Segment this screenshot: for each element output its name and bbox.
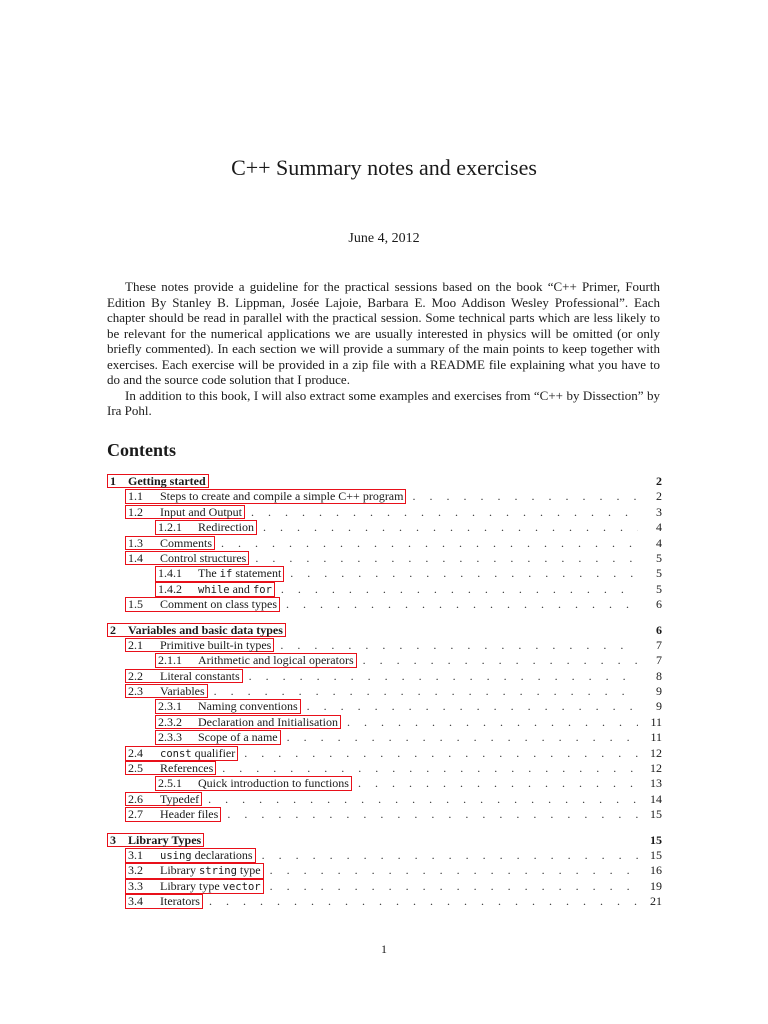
toc-title: [160, 747, 235, 760]
toc-page-number: 15: [650, 807, 662, 822]
toc-text-part: Comments: [160, 535, 213, 550]
toc-number: 2.6: [128, 791, 143, 806]
toc-title: [160, 490, 403, 502]
toc-page-number: 2: [656, 474, 662, 488]
toc-text-part: Literal constants: [160, 668, 240, 683]
toc-leader-dots: [244, 746, 638, 761]
toc-link[interactable]: [125, 746, 238, 761]
toc-link[interactable]: [125, 684, 208, 698]
toc-entry: [107, 746, 662, 761]
toc-leader-dots: [208, 792, 638, 807]
toc-text-part: Variables and basic data types: [128, 622, 283, 637]
toc-code: string: [198, 865, 237, 878]
toc-text-part: and: [229, 581, 253, 596]
toc-leader-dots: [227, 807, 638, 822]
toc-link[interactable]: [155, 730, 281, 744]
abstract-paragraph: In addition to this book, I will also extract some examples and exercises from “C++ by Dissection” by Ira Pohl.: [107, 387, 660, 418]
toc-text-part: Library: [160, 863, 199, 878]
toc-title: [160, 552, 246, 564]
toc-code: if: [219, 568, 233, 581]
toc-number: 2.3.3: [158, 730, 182, 745]
toc-number: 1.5: [128, 597, 143, 612]
toc-page-number: 21: [650, 894, 662, 909]
toc-number: 2: [110, 622, 116, 637]
toc-text-part: type: [236, 863, 261, 878]
toc-number: 1.2.1: [158, 520, 182, 535]
toc-link[interactable]: [107, 623, 286, 637]
toc-leader-dots: [307, 699, 638, 714]
toc-entry: [107, 623, 662, 638]
toc-page-number: 19: [650, 878, 662, 893]
toc-entry: [107, 833, 662, 848]
toc-page-number: 4: [656, 535, 662, 550]
toc-number: 1.1: [128, 489, 143, 504]
toc-leader-dots: [286, 597, 638, 612]
toc-link[interactable]: [155, 582, 275, 597]
toc-leader-dots: [221, 536, 638, 551]
toc-leader-dots: [214, 684, 638, 699]
toc-entry: [107, 597, 662, 612]
abstract: [107, 279, 660, 419]
toc-entry: [107, 551, 662, 566]
toc-title: [160, 685, 205, 697]
toc-entry: [107, 879, 662, 894]
toc-title: [160, 793, 199, 805]
toc-page-number: 3: [656, 504, 662, 519]
toc-link[interactable]: [125, 505, 245, 519]
toc-entry: [107, 684, 662, 699]
toc-page-number: 9: [656, 684, 662, 699]
toc-entry: [107, 807, 662, 822]
toc-link[interactable]: [125, 489, 406, 503]
toc-text-part: declarations: [191, 847, 253, 862]
toc-entry: [107, 505, 662, 520]
toc-title: [128, 475, 206, 487]
toc-number: 1.4: [128, 550, 143, 565]
toc-page-number: 5: [656, 550, 662, 565]
toc-leader-dots: [209, 894, 638, 909]
toc-number: 2.2: [128, 668, 143, 683]
toc-title: [198, 700, 298, 712]
toc-text-part: qualifier: [191, 745, 236, 760]
toc-code: using: [160, 849, 192, 862]
toc-text-part: Getting started: [128, 474, 206, 488]
toc-title: [198, 654, 354, 666]
toc-link[interactable]: [155, 566, 284, 581]
toc-title: [160, 639, 271, 651]
toc-link[interactable]: [107, 474, 209, 488]
toc-text-part: Variables: [160, 684, 205, 699]
toc-entry: [107, 715, 662, 730]
toc-link[interactable]: [125, 879, 264, 894]
toc-number: 3.2: [128, 863, 143, 878]
toc-entry: [107, 489, 662, 504]
toc-page-number: 12: [650, 761, 662, 776]
toc-entry: [107, 761, 662, 776]
toc-page-number: 11: [650, 730, 662, 745]
toc-page-number: 12: [650, 745, 662, 760]
toc-page-number: 7: [656, 653, 662, 668]
toc-page-number: 7: [656, 637, 662, 652]
toc-link[interactable]: [155, 520, 257, 534]
abstract-paragraph: These notes provide a guideline for the practical sessions based on the book “C++ Primer, Fourth Edition By Stanley B. Lippman, Josée Lajoie, Barbara E. Moo Addison Wesley Professional”. Each chapter should be read in parallel with the practical session. Some technical parts which are less likely to be relevant for the numerical applications we are usually interested in physics will be omitted (or only briefly commented). In each section we will provide a summary of the main points to keep together with exercises. Each exercise will be provided in a zip file with a README file explaining what you have to do and the source code solution that I produce.: [107, 279, 660, 387]
toc-link[interactable]: [125, 597, 280, 611]
document-title: C++ Summary notes and exercises: [231, 155, 537, 180]
toc-page-number: 8: [656, 668, 662, 683]
toc-link[interactable]: [125, 761, 216, 775]
toc-leader-dots: [412, 489, 638, 504]
toc-number: 1.2: [128, 504, 143, 519]
toc-text-part: Header files: [160, 807, 219, 822]
page-number: 1: [381, 942, 387, 956]
toc-title: [160, 895, 200, 907]
toc-title: [160, 598, 277, 610]
toc-leader-dots: [347, 715, 638, 730]
toc-page-number: 11: [650, 714, 662, 729]
toc-leader-dots: [222, 761, 638, 776]
toc-link[interactable]: [155, 699, 301, 713]
toc-leader-dots: [251, 505, 638, 520]
toc-title: [160, 670, 240, 682]
toc-entry: [107, 536, 662, 551]
toc-leader-dots: [281, 582, 638, 597]
toc-title: [128, 624, 283, 636]
toc-text-part: Input and Output: [160, 504, 242, 519]
toc-number: 2.3: [128, 684, 143, 699]
toc-code: vector: [222, 880, 261, 893]
contents-heading: Contents: [107, 440, 177, 460]
toc-page-number: 9: [656, 699, 662, 714]
toc-text-part: Iterators: [160, 894, 200, 909]
toc-text-part: Comment on class types: [160, 597, 277, 612]
toc-entry: [107, 520, 662, 535]
toc-entry: [107, 699, 662, 714]
toc-title: [160, 864, 261, 877]
toc-leader-dots: [262, 848, 638, 863]
toc-title: [198, 777, 349, 789]
toc-page-number: 16: [650, 863, 662, 878]
toc-page-number: 4: [656, 520, 662, 535]
toc-number: 3: [110, 832, 116, 847]
toc-number: 2.1: [128, 637, 143, 652]
toc-number: 2.3.2: [158, 714, 182, 729]
toc-title: [128, 834, 201, 846]
toc-number: 1.4.1: [158, 566, 182, 581]
toc-text-part: Quick introduction to functions: [198, 776, 349, 791]
toc-link[interactable]: [107, 833, 204, 847]
toc-leader-dots: [280, 638, 638, 653]
toc-entry: [107, 638, 662, 653]
toc-code: for: [252, 583, 272, 596]
toc-code: while: [198, 583, 230, 596]
toc-number: 3.1: [128, 847, 143, 862]
toc-link[interactable]: [125, 551, 249, 565]
toc-link[interactable]: [125, 536, 215, 550]
toc-page-number: 15: [650, 832, 662, 847]
toc-text-part: Library type: [160, 878, 223, 893]
toc-title: [160, 808, 218, 820]
toc-link[interactable]: [125, 894, 203, 908]
toc-number: 2.7: [128, 807, 143, 822]
toc-entry: [107, 730, 662, 745]
toc-link[interactable]: [155, 776, 352, 790]
toc-entry: [107, 474, 662, 489]
toc-title: [160, 849, 253, 862]
toc-number: 2.4: [128, 745, 143, 760]
toc-link[interactable]: [125, 792, 202, 806]
toc-entry: [107, 669, 662, 684]
toc-page-number: 2: [656, 489, 662, 504]
toc-title: [160, 762, 213, 774]
toc-text-part: Scope of a name: [198, 730, 278, 745]
toc-title: [198, 521, 254, 533]
document-date: June 4, 2012: [348, 231, 420, 246]
toc-entry: [107, 776, 662, 791]
toc-leader-dots: [263, 520, 638, 535]
toc-title: [160, 506, 242, 518]
toc-number: 2.1.1: [158, 653, 182, 668]
toc-entry: [107, 848, 662, 863]
toc-page-number: 15: [650, 847, 662, 862]
toc-leader-dots: [249, 669, 638, 684]
toc-link[interactable]: [125, 848, 256, 863]
toc-text-part: Primitive built-in types: [160, 637, 272, 652]
toc-leader-dots: [270, 863, 638, 878]
toc-page-number: 5: [656, 566, 662, 581]
toc-link[interactable]: [125, 638, 274, 652]
toc-leader-dots: [358, 776, 638, 791]
toc-entry: [107, 894, 662, 909]
toc-link[interactable]: [125, 863, 264, 878]
toc-number: 1: [110, 474, 116, 488]
toc-title: [198, 567, 281, 580]
toc-entry: [107, 566, 662, 581]
toc-number: 1.4.2: [158, 581, 182, 596]
toc-page-number: 6: [656, 597, 662, 612]
toc-title: [160, 880, 261, 893]
toc-link[interactable]: [125, 669, 243, 683]
toc-leader-dots: [255, 551, 638, 566]
toc-text-part: Library Types: [128, 832, 202, 847]
toc-text-part: Naming conventions: [198, 699, 298, 714]
toc-title: [198, 583, 272, 596]
toc-leader-dots: [287, 730, 638, 745]
toc-text-part: Steps to create and compile a simple C++ program: [160, 489, 404, 504]
toc-text-part: Typedef: [160, 791, 200, 806]
toc-entry: [107, 863, 662, 878]
toc-page-number: 5: [656, 581, 662, 596]
table-of-contents: [107, 474, 662, 910]
toc-page-number: 13: [650, 776, 662, 791]
toc-text-part: statement: [232, 566, 282, 581]
toc-number: 2.3.1: [158, 699, 182, 714]
toc-title: [160, 537, 212, 549]
toc-entry: [107, 582, 662, 597]
toc-title: [198, 731, 278, 743]
toc-number: 2.5.1: [158, 776, 182, 791]
toc-text-part: Arithmetic and logical operators: [198, 653, 354, 668]
toc-leader-dots: [363, 653, 638, 668]
toc-link[interactable]: [155, 715, 341, 729]
toc-entry: [107, 653, 662, 668]
toc-number: 3.4: [128, 894, 143, 909]
toc-number: 1.3: [128, 535, 143, 550]
toc-title: [198, 716, 338, 728]
toc-page-number: 6: [656, 622, 662, 637]
toc-entry: [107, 792, 662, 807]
toc-link[interactable]: [155, 653, 357, 667]
toc-text-part: Declaration and Initialisation: [198, 714, 338, 729]
toc-leader-dots: [270, 879, 638, 894]
toc-text-part: Redirection: [198, 520, 254, 535]
toc-leader-dots: [290, 566, 638, 581]
toc-code: const: [160, 747, 192, 760]
toc-number: 2.5: [128, 761, 143, 776]
toc-text-part: The: [198, 566, 220, 581]
toc-text-part: References: [160, 761, 214, 776]
toc-page-number: 14: [650, 791, 662, 806]
toc-number: 3.3: [128, 878, 143, 893]
toc-link[interactable]: [125, 807, 221, 821]
toc-text-part: Control structures: [160, 550, 247, 565]
